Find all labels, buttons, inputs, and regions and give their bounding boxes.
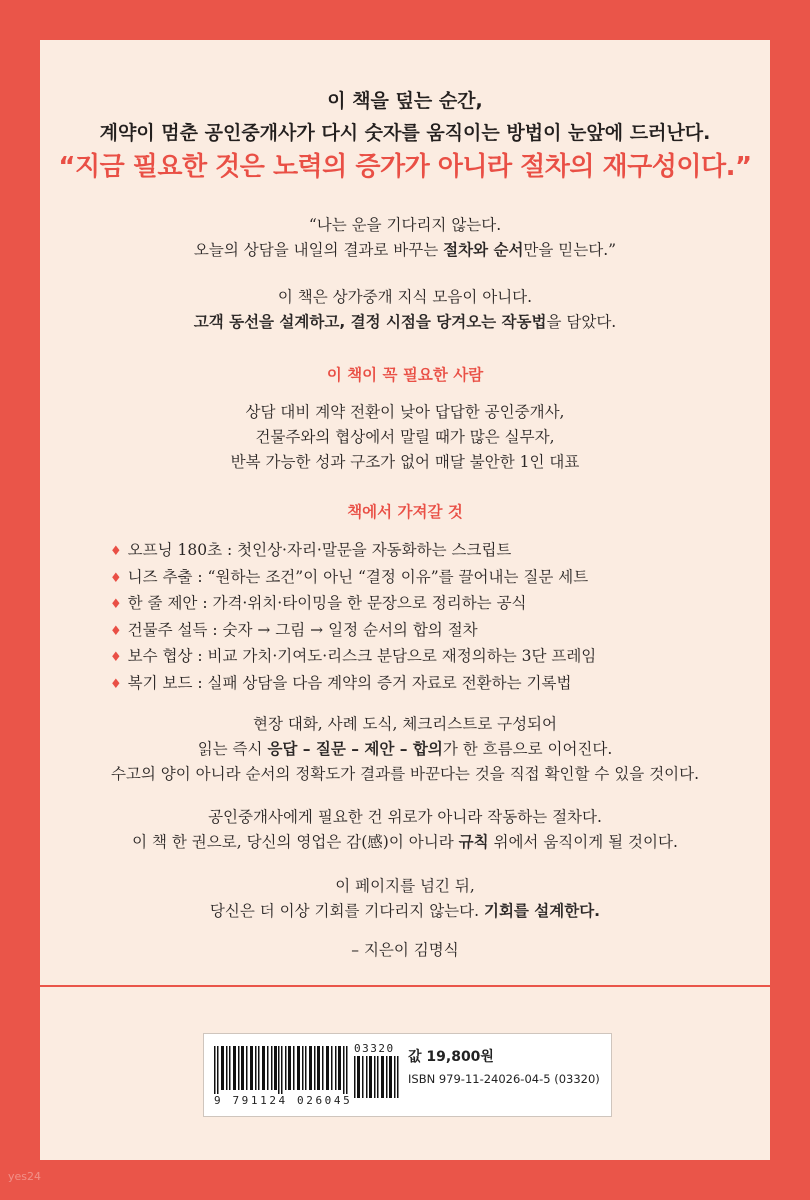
takeaways-title: 책에서 가져갈 것	[347, 502, 463, 521]
audience-title: 이 책이 꼭 필요한 사람	[326, 365, 484, 384]
body-emphasis: 규칙	[458, 833, 489, 851]
diamond-bullet-icon: ♦	[110, 650, 122, 665]
barcode-icon	[214, 1046, 348, 1094]
takeaway-item	[110, 670, 670, 697]
body-emphasis: 응답 – 질문 – 제안 – 합의	[267, 740, 443, 758]
takeaway-item	[110, 643, 670, 670]
body-line: 이 페이지를 넘긴 뒤,	[335, 877, 475, 895]
diamond-bullet-icon: ♦	[110, 570, 122, 586]
intro-line-3: 이 책은 상가중개 지식 모음이 아니다.	[277, 288, 533, 306]
intro-emphasis: 고객 동선을 설계하고, 결정 시점을 당겨오는 작동법	[193, 313, 547, 331]
takeaway-item	[110, 617, 670, 644]
takeaway-text: 한 줄 제안 : 가격·위치·타이밍을 한 문장으로 정리하는 공식	[127, 594, 527, 612]
audience-line: 반복 가능한 성과 구조가 없어 매달 불안한 1인 대표	[230, 453, 580, 471]
author-signature: – 지은이 김명식	[351, 941, 459, 959]
audience-line: 건물주와의 협상에서 말릴 때가 많은 실무자,	[255, 428, 555, 446]
audience-list	[40, 400, 770, 475]
barcode-box	[203, 1033, 612, 1117]
watermark-text: yes24	[8, 1170, 42, 1183]
barcode-digits: 9 791124 026045	[214, 1094, 353, 1107]
takeaway-text: 오프닝 180초 : 첫인상·자리·말문을 자동화하는 스크립트	[127, 541, 512, 559]
takeaway-item	[110, 564, 670, 591]
headline-quote: “지금 필요한 것은 노력의 증가가 아니라 절차의 재구성이다.”	[58, 152, 752, 182]
diamond-bullet-icon: ♦	[110, 597, 122, 612]
intro-line-4	[40, 310, 770, 335]
addon-barcode-icon	[354, 1056, 400, 1098]
takeaway-item	[110, 590, 670, 617]
body-line	[40, 830, 770, 855]
intro-paragraph-1	[40, 213, 770, 263]
body-paragraph-2	[40, 805, 770, 855]
body-text: 당신은 더 이상 기회를 기다리지 않는다.	[209, 902, 484, 920]
diamond-bullet-icon: ♦	[110, 544, 122, 559]
audience-line: 상담 대비 계약 전환이 낮아 답답한 공인중개사,	[245, 403, 565, 421]
takeaway-text: 보수 협상 : 비교 가치·기여도·리스크 분담으로 재정의하는 3단 프레임	[127, 647, 597, 665]
body-paragraph-1	[40, 712, 770, 787]
body-line: 현장 대화, 사례 도식, 체크리스트로 구성되어	[252, 715, 557, 733]
takeaway-text: 니즈 추출 : “원하는 조건”이 아닌 “결정 이유”를 끌어내는 질문 세트	[127, 567, 589, 586]
body-paragraph-3	[40, 874, 770, 924]
intro-paragraph-2	[40, 285, 770, 335]
body-line	[40, 899, 770, 924]
body-line	[40, 737, 770, 762]
body-text: 이 책 한 권으로, 당신의 영업은 감(感)이 아니라	[132, 833, 459, 851]
body-text: 위에서 움직이게 될 것이다.	[488, 833, 678, 851]
body-text: 가 한 흐름으로 이어진다.	[442, 740, 613, 758]
headline-line-2: 계약이 멈춘 공인중개사가 다시 숫자를 움직이는 방법이 눈앞에 드러난다.	[99, 122, 711, 144]
takeaway-text: 건물주 설득 : 숫자 → 그림 → 일정 순서의 합의 절차	[127, 620, 478, 639]
body-emphasis: 기회를 설계한다.	[483, 902, 601, 920]
intro-text: 을 담았다.	[546, 313, 617, 331]
intro-text: 만을 믿는다.”	[523, 241, 617, 259]
takeaway-item	[110, 537, 670, 564]
diamond-bullet-icon: ♦	[110, 676, 122, 692]
body-line: 공인중개사에게 필요한 건 위로가 아니라 작동하는 절차다.	[208, 808, 602, 826]
divider	[40, 985, 770, 987]
intro-text: 오늘의 상담을 내일의 결과로 바꾸는	[193, 241, 444, 259]
body-text: 읽는 즉시	[197, 740, 268, 758]
price-label: 값 19,800원	[408, 1049, 494, 1065]
intro-line-1: “나는 운을 기다리지 않는다.	[308, 216, 502, 234]
takeaway-text: 복기 보드 : 실패 상담을 다음 계약의 증거 자료로 전환하는 기록법	[127, 673, 572, 692]
takeaways-list	[110, 537, 670, 696]
headline-line-1: 이 책을 덮는 순간,	[327, 90, 483, 112]
diamond-bullet-icon: ♦	[110, 623, 122, 639]
body-line: 수고의 양이 아니라 순서의 정확도가 결과를 바꾼다는 것을 직접 확인할 수 있을 것이다.	[110, 765, 700, 783]
intro-line-2	[40, 238, 770, 263]
addon-digits: 03320	[354, 1042, 395, 1055]
intro-emphasis: 절차와 순서	[443, 241, 524, 259]
back-cover-panel	[40, 40, 770, 1160]
isbn-label: ISBN 979-11-24026-04-5 (03320)	[408, 1072, 600, 1086]
